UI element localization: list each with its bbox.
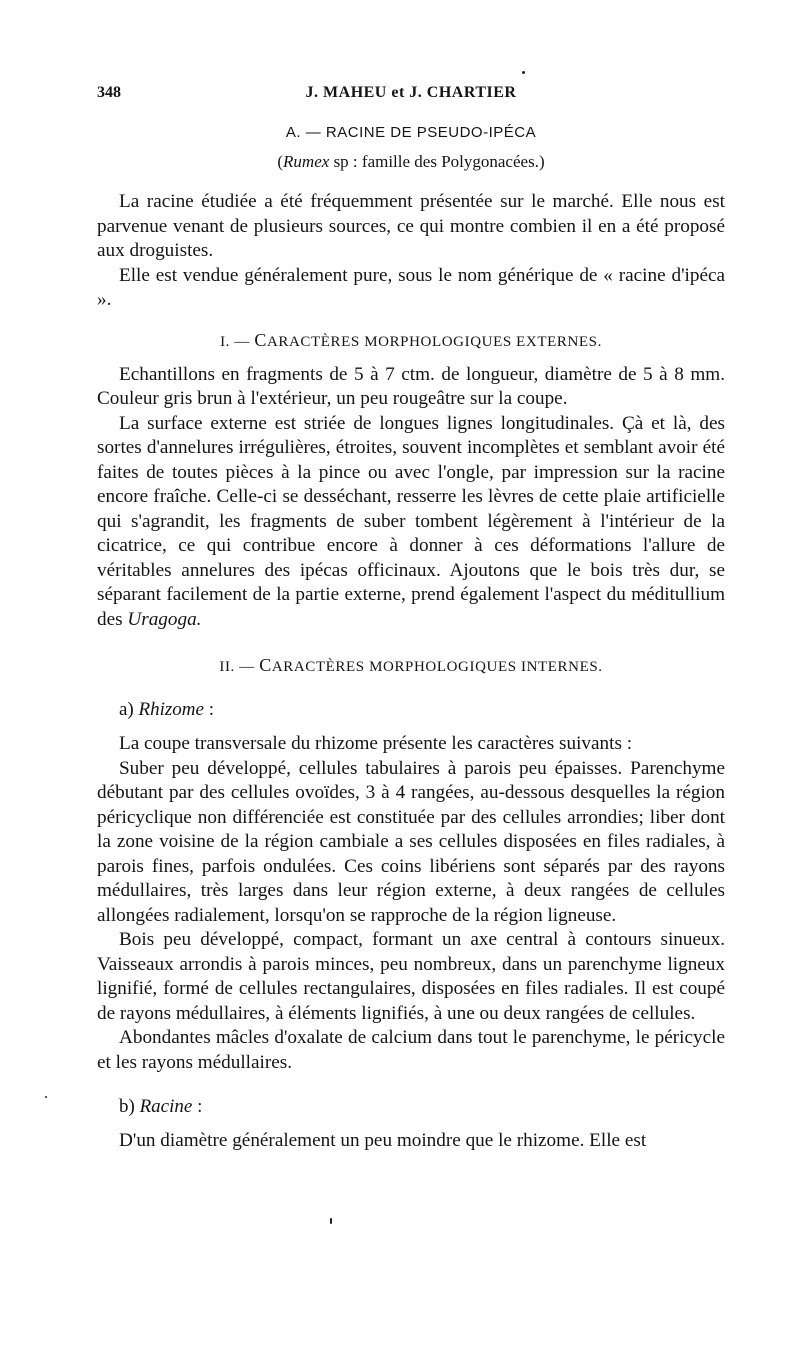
intro-paragraph-1: La racine étudiée a été fréquemment présentée sur le marché. Elle nous est parvenue venant de plusieurs sources, ce qui montre combien il en a été proposé aux droguistes. (97, 191, 725, 261)
rhizome-paragraph-4: Abondantes mâcles d'oxalate de calcium dans tout le parenchyme, le péricycle et les rayons médullaires. (97, 1027, 725, 1073)
subheading-colon: : (208, 699, 214, 720)
running-title: J. MAHEU et J. CHARTIER (305, 84, 517, 101)
subheading-title: Racine (139, 1096, 193, 1117)
heading-capital: C (254, 329, 267, 350)
section-subtitle: (Rumex sp : famille des Polygonacées.) (277, 152, 545, 171)
section-title: A. — RACINE DE PSEUDO-IPÉCA (285, 124, 537, 141)
heading-numeral: I. — (220, 333, 250, 350)
heading-numeral: II. — (219, 659, 255, 675)
racine-paragraph-1: D'un diamètre généralement un peu moindre que le rhizome. Elle est (119, 1130, 647, 1151)
heading-capital: C (259, 655, 272, 675)
rhizome-paragraph-2: Suber peu développé, cellules tabulaires à parois peu épaisses. Parenchyme débutant par des cellules ovoïdes, 3 à 4 rangées, au-dessous desquelles la région péricyclique non différenciée est constituée par des cellules arrondies; liber dont la zone voisine de la région cambiale a ses cellules disposées en files radiales, à parois fines, parfois ondulées. Ces coins libériens sont séparés par des rayons médullaires, très larges dans leur région externe, à deux rangées de cellules allongées radialement, lorsqu'on se rapproche de la région ligneuse. (97, 757, 725, 926)
heading-text: ARACTÈRES MORPHOLOGIQUES EXTERNES. (266, 333, 602, 350)
subheading-label: a) (119, 699, 134, 720)
external-paragraph-2-text: La surface externe est striée de longues lignes longitudinales. Çà et là, des sortes d'annelures irrégulières, étroites, souvent incomplètes et semblant avoir été faites de toutes pièces à la pince ou avec l'ongle, par impression sur la racine encore fraîche. Celle-ci se desséchant, resserre les lèvres de cette plaie artificielle qui s'agrandit, les fragments de suber tombent légèrement à l'intérieur de la cicatrice, ce qui contribue encore à donner à ces déformations l'allure de véritables annelures des ipécas officinaux. Ajoutons que le bois très dur, se séparant facilement de la partie externe, prend également l'aspect du méditullium des (97, 412, 725, 630)
heading-text: ARACTÈRES MORPHOLOGIQUES INTERNES. (271, 659, 603, 675)
external-paragraph-1: Echantillons en fragments de 5 à 7 ctm. de longueur, diamètre de 5 à 8 mm. Couleur gris brun à l'extérieur, un peu rougeâtre sur la coupe. (97, 363, 725, 409)
subheading-racine (119, 1095, 725, 1119)
heading-external-characters (97, 329, 725, 353)
page-number: 348 (97, 84, 121, 101)
heading-internal-characters (97, 654, 725, 678)
subheading-rhizome (119, 698, 725, 722)
rhizome-paragraph-1: La coupe transversale du rhizome présente les caractères suivants : (119, 733, 633, 754)
speck-top-right (522, 71, 525, 74)
rhizome-paragraph-3: Bois peu développé, compact, formant un axe central à contours sinueux. Vaisseaux arrondis à parois minces, peu nombreux, dans un parenchyme ligneux lignifié, formé de cellules rectangulaires, disposées en files radiales. Il est coupé de rayons médullaires, à éléments lignifiés, à une ou deux rangées de cellules. (97, 929, 725, 1024)
subheading-colon: : (197, 1096, 203, 1117)
genus-name: Rumex (283, 152, 330, 171)
subtitle-text: sp : famille des Polygonacées. (333, 152, 539, 171)
external-paragraph-2 (97, 412, 725, 633)
speck-left-margin (45, 1096, 47, 1098)
running-head (97, 84, 725, 108)
speck-bottom (330, 1218, 332, 1224)
subheading-label: b) (119, 1096, 135, 1117)
subheading-title: Rhizome (138, 699, 204, 720)
intro-paragraph-2: Elle est vendue généralement pure, sous le nom générique de « racine d'ipéca ». (97, 264, 725, 310)
genus-uragoga: Uragoga. (127, 608, 202, 630)
page-body (97, 84, 725, 1154)
